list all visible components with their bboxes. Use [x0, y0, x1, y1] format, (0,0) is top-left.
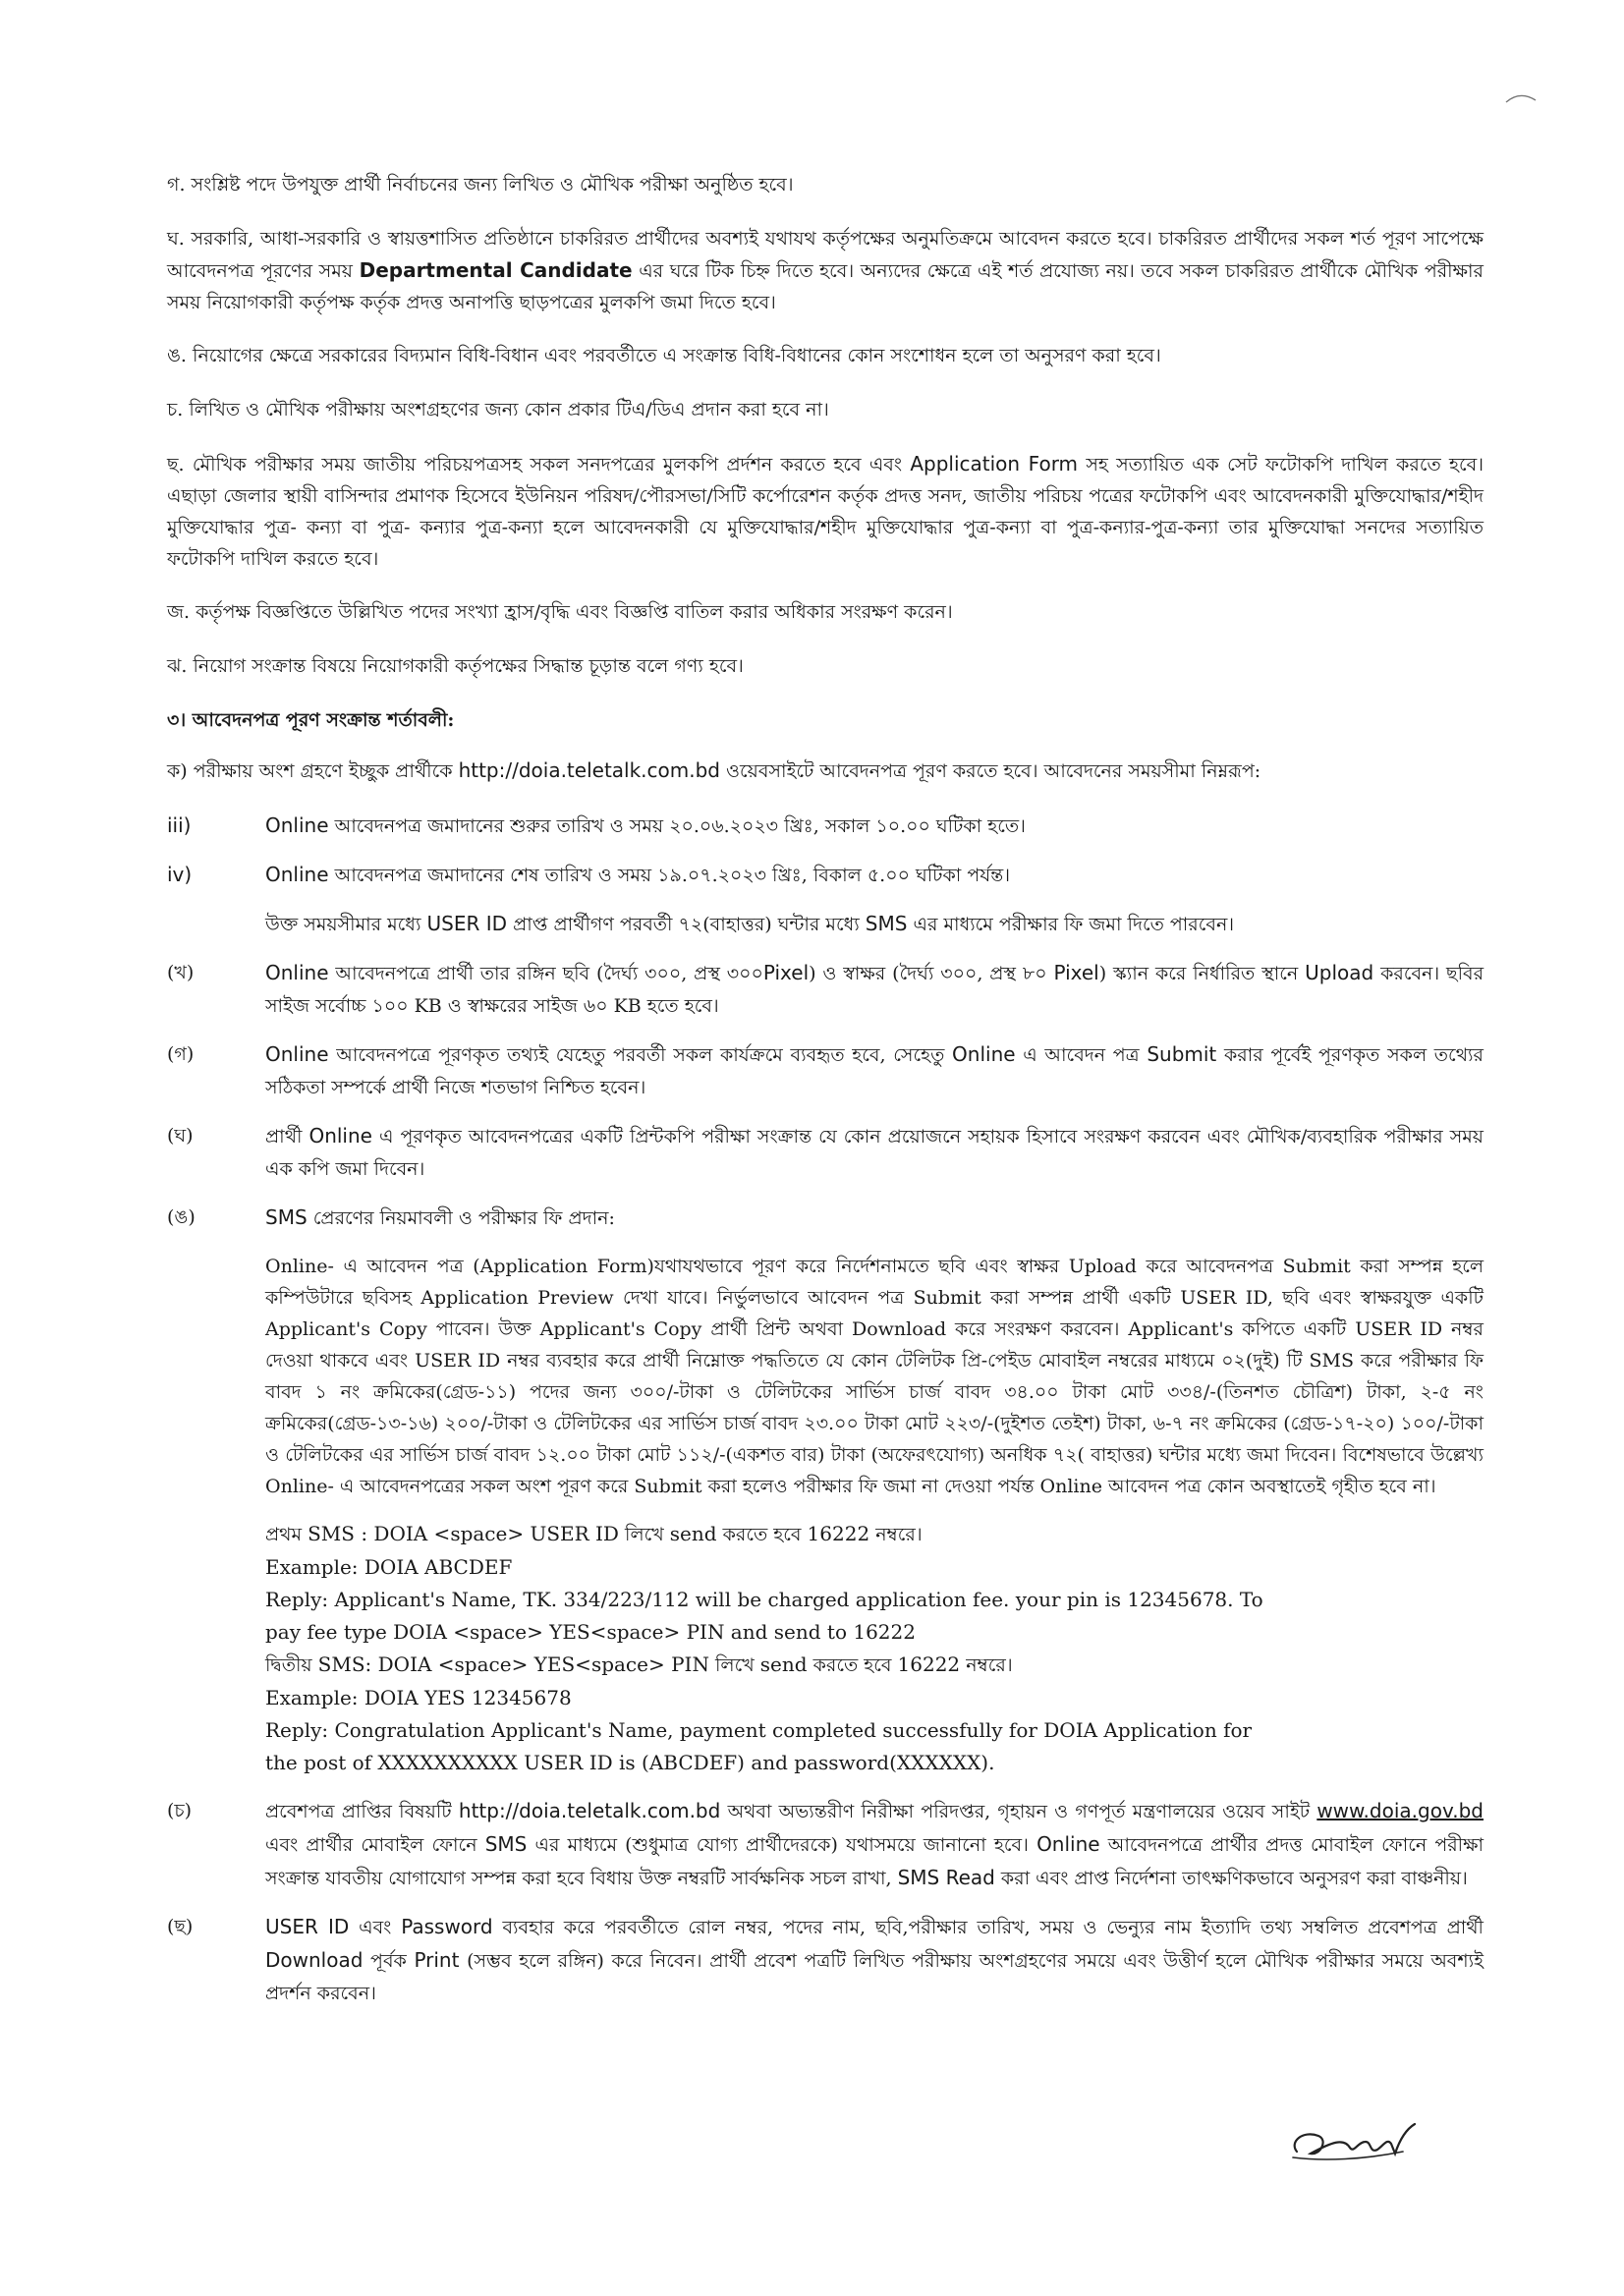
item-ga: (গ) Online আবেদনপত্রে পূরণকৃত তথ্যই যেহেতু পরবর্তী সকল কার্যক্রমে ব্যবহৃত হবে, সেহেতু Online এ আবেদন পত্র Submit করার পূর্বেই পূরণকৃত সকল তথ্যের সঠিকতা সম্পর্কে প্রার্থী নিজে শতভাগ নিশ্চিত হবেন।: [167, 1042, 1484, 1098]
item-gha: (ঘ) প্রার্থী Online এ পূরণকৃত আবেদনপত্রের একটি প্রিন্টকপি পরীক্ষা সংক্রান্ত যে কোন প্রয়োজনে সহায়ক হিসাবে সংরক্ষণ করবেন এবং মৌখিক/ব্যবহারিক পরীক্ষার সময় এক কপি জমা দিবেন।: [167, 1124, 1484, 1180]
example-2: Example: DOIA YES 12345678: [265, 1686, 572, 1709]
teletalk-url-2: http://doia.teletalk.com.bd: [458, 1799, 721, 1822]
paragraph-uma: ঙ. নিয়োগের ক্ষেত্রে সরকারের বিদ্যমান বিধি-বিধান এবং পরবর্তীতে এ সংক্রান্ত বিধি-বিধানের কোন সংশোধন হলে তা অনুসরণ করা হবে।: [167, 345, 1161, 366]
document-page: [167, 169, 1484, 2026]
sms-example-block: [265, 1518, 1484, 1779]
paragraph-ga: গ. সংশ্লিষ্ট পদে উপযুক্ত প্রার্থী নির্বাচনের জন্য লিখিত ও মৌখিক পরীক্ষা অনুষ্ঠিত হবে।: [167, 174, 794, 196]
item-kha: (খ) Online আবেদনপত্রে প্রার্থী তার রঙ্গিন ছবি (দৈর্ঘ্য ৩০০, প্রস্থ ৩০০Pixel) ও স্বাক্ষর (দৈর্ঘ্য ৩০০, প্রস্থ ৮০ Pixel) স্ক্যান করে নির্ধারিত স্থানে Upload করবেন। ছবির সাইজ সর্বোচ্চ ১০০ KB ও স্বাক্ষরের সাইজ ৬০ KB হতে হবে।: [167, 961, 1484, 1017]
corner-mark-icon: [1504, 88, 1538, 106]
user-id-note: উক্ত সময়সীমার মধ্যে USER ID প্রাপ্ত প্রার্থীগণ পরবর্তী ৭২(বাহাত্তর) ঘন্টার মধ্যে SMS এর মাধ্যমে পরীক্ষার ফি জমা দিতে পারবেন।: [265, 912, 1235, 935]
reply-2-line-1: Reply: Congratulation Applicant's Name, payment completed successfully for DOIA Application for: [265, 1718, 1253, 1742]
teletalk-url: http://doia.teletalk.com.bd: [458, 758, 720, 782]
item-chha: (ছ) USER ID এবং Password ব্যবহার করে পরবর্তীতে রোল নম্বর, পদের নাম, ছবি,পরীক্ষার তারিখ, সময় ও ভেন্যুর নাম ইত্যাদি তথ্য সম্বলিত প্রবেশপত্র প্রার্থী Download পূর্বক Print (সম্ভব হলে রঙ্গিন) করে নিবেন। প্রার্থী প্রবেশ পত্রটি লিখিত পরীক্ষায় অংশগ্রহণের সময়ে এবং উত্তীর্ণ হলে মৌখিক পরীক্ষার সময়ে অবশ্যই প্রদর্শন করবেন।: [167, 1915, 1484, 2004]
paragraph-ka: ক) পরীক্ষায় অংশ গ্রহণে ইচ্ছুক প্রার্থীকে http://doia.teletalk.com.bd ওয়েবসাইটে আবেদনপত্র পূরণ করতে হবে। আবেদনের সময়সীমা নিম্নরূপ:: [167, 758, 1261, 782]
item-iv: iv) Online আবেদনপত্র জমাদানের শেষ তারিখ ও সময় ১৯.০৭.২০২৩ খ্রিঃ, বিকাল ৫.০০ ঘটিকা পর্যন্ত।: [167, 863, 1011, 886]
paragraph-cha: চ. লিখিত ও মৌখিক পরীক্ষায় অংশগ্রহণের জন্য কোন প্রকার টিএ/ডিএ প্রদান করা হবে না।: [167, 399, 829, 420]
reply-1-line-1: Reply: Applicant's Name, TK. 334/223/112 will be charged application fee. your pin is 12345678. To: [265, 1588, 1263, 1611]
paragraph-ja: জ. কর্তৃপক্ষ বিজ্ঞপ্তিতে উল্লিখিত পদের সংখ্যা হ্রাস/বৃদ্ধি এবং বিজ্ঞপ্তি বাতিল করার অধিকার সংরক্ষণ করেন।: [167, 601, 953, 623]
paragraph-jha: ঝ. নিয়োগ সংক্রান্ত বিষয়ে নিয়োগকারী কর্তৃপক্ষের সিদ্ধান্ত চূড়ান্ত বলে গণ্য হবে।: [167, 655, 744, 677]
second-sms-line: দ্বিতীয় SMS: DOIA <space> YES<space> PIN লিখে send করতে হবে 16222 নম্বরে।: [265, 1652, 1013, 1676]
paragraph-gha: ঘ. সরকারি, আধা-সরকারি ও স্বায়ত্তশাসিত প্রতিষ্ঠানে চাকরিরত প্রার্থীদের অবশ্যই যথাযথ কর্তৃপক্ষের অনুমতিক্রমে আবেদন করতে হবে। চাকরিরত প্রার্থীদের সকল শর্ত পূরণ সাপেক্ষে আবেদনপত্র পূরণের সময় Departmental Candidate এর ঘরে টিক চিহ্ন দিতে হবে। অন্যদের ক্ষেত্রে এই শর্ত প্রযোজ্য নয়। তবে সকল চাকরিরত প্রার্থীকে মৌখিক পরীক্ষার সময় নিয়োগকারী কর্তৃপক্ষ কর্তৃক প্রদত্ত অনাপত্তি ছাড়পত্রের মুলকপি জমা দিতে হবে।: [167, 228, 1484, 313]
example-1: Example: DOIA ABCDEF: [265, 1555, 513, 1579]
first-sms-line: প্রথম SMS : DOIA <space> USER ID লিখে send করতে হবে 16222 নম্বরে।: [265, 1522, 923, 1545]
section3-heading: ৩। আবেদনপত্র পূরণ সংক্রান্ত শর্তাবলী:: [167, 709, 455, 731]
item-iii: iii) Online আবেদনপত্র জমাদানের শুরুর তারিখ ও সময় ২০.০৬.২০২৩ খ্রিঃ, সকাল ১০.০০ ঘটিকা হতে।: [167, 813, 1026, 837]
doia-website-link[interactable]: www.doia.gov.bd: [1316, 1799, 1484, 1822]
signature-icon: [1285, 2112, 1432, 2171]
item-cha: (চ) প্রবেশপত্র প্রাপ্তির বিষয়টি http://doia.teletalk.com.bd অথবা অভ্যন্তরীণ নিরীক্ষা পরিদপ্তর, গৃহায়ন ও গণপূর্ত মন্ত্রণালয়ের ওয়েব সাইট www.doia.gov.bd এবং প্রার্থীর মোবাইল ফোনে SMS এর মাধ্যমে (শুধুমাত্র যোগ্য প্রার্থীদেরকে) যথাসময়ে জানানো হবে। Online আবেদনপত্রে প্রার্থীর প্রদত্ত মোবাইল ফোনে পরীক্ষা সংক্রান্ত যাবতীয় যোগাযোগ সম্পন্ন করা হবে বিধায় উক্ত নম্বরটি সার্বক্ষনিক সচল রাখা, SMS Read করা এবং প্রাপ্ত নির্দেশনা তাৎক্ষণিকভাবে অনুসরণ করা বাঞ্চনীয়।: [167, 1799, 1484, 1889]
paragraph-chha: ছ. মৌখিক পরীক্ষার সময় জাতীয় পরিচয়পত্রসহ সকল সনদপত্রের মুলকপি প্রর্দশন করতে হবে এবং Application Form সহ সত্যায়িত এক সেট ফটোকপি দাখিল করতে হবে। এছাড়া জেলার স্থায়ী বাসিন্দার প্রমাণক হিসেবে ইউনিয়ন পরিষদ/পৌরসভা/সিটি কর্পোরেশন কর্তৃক প্রদত্ত সনদ, জাতীয় পরিচয় পত্রের ফটোকপি এবং আবেদনকারী মুক্তিযোদ্ধার/শহীদ মুক্তিযোদ্ধার পুত্র- কন্যা বা পুত্র- কন্যার পুত্র-কন্যা হলে আবেদনকারী যে মুক্তিযোদ্ধার/শহীদ মুক্তিযোদ্ধার পুত্র-কন্যা বা পুত্র-কন্যার-পুত্র-কন্যা তার মুক্তিযোদ্ধা সনদের সত্যায়িত ফটোকপি দাখিল করতে হবে।: [167, 452, 1484, 570]
reply-2-line-2: the post of XXXXXXXXXX USER ID is (ABCDEF) and password(XXXXXX).: [265, 1751, 995, 1774]
sms-instructions-paragraph: Online- এ আবেদন পত্র (Application Form)যথাযথভাবে পূরণ করে নির্দেশনামতে ছবি এবং স্বাক্ষর Upload করে আবেদনপত্র Submit করা সম্পন্ন হলে কম্পিউটারে ছবিসহ Application Preview দেখা যাবে। নির্ভুলভাবে আবেদন পত্র Submit করা সম্পন্ন প্রার্থী একটি USER ID, ছবি এবং স্বাক্ষরযুক্ত একটি Applicant's Copy পাবেন। উক্ত Applicant's Copy প্রার্থী প্রিন্ট অথবা Download করে সংরক্ষণ করবেন। Applicant's কপিতে একটি USER ID নম্বর দেওয়া থাকবে এবং USER ID নম্বর ব্যবহার করে প্রার্থী নিম্নোক্ত পদ্ধতিতে যে কোন টেলিটক প্রি-পেইড মোবাইল নম্বরের মাধ্যমে ০২(দুই) টি SMS করে পরীক্ষার ফি বাবদ ১ নং ক্রমিকের(গ্রেড-১১) পদের জন্য ৩০০/-টাকা ও টেলিটকের সার্ভিস চার্জ বাবদ ৩৪.০০ টাকা মোট ৩৩৪/-(তিনশত চৌত্রিশ) টাকা, ২-৫ নং ক্রমিকের(গ্রেড-১৩-১৬) ২০০/-টাকা ও টেলিটকের এর সার্ভিস চার্জ বাবদ ২৩.০০ টাকা মোট ২২৩/-(দুইশত তেইশ) টাকা, ৬-৭ নং ক্রমিকের (গ্রেড-১৭-২০) ১০০/-টাকা ও টেলিটকের এর সার্ভিস চার্জ বাবদ ১২.০০ টাকা মোট ১১২/-(একশত বার) টাকা (অফেরৎযোগ্য) অনধিক ৭২( বাহাত্তর) ঘন্টার মধ্যে জমা দিবেন। বিশেষভাবে উল্লেখ্য Online- এ আবেদনপত্রের সকল অংশ পূরণ করে Submit করা হলেও পরীক্ষার ফি জমা না দেওয়া পর্যন্ত Online আবেদন পত্র কোন অবস্থাতেই গৃহীত হবে না।: [265, 1256, 1484, 1497]
reply-1-line-2: pay fee type DOIA <space> YES<space> PIN and send to 16222: [265, 1620, 916, 1644]
item-uma: (ঙ) SMS প্রেরণের নিয়মাবলী ও পরীক্ষার ফি প্রদান:: [167, 1205, 615, 1229]
